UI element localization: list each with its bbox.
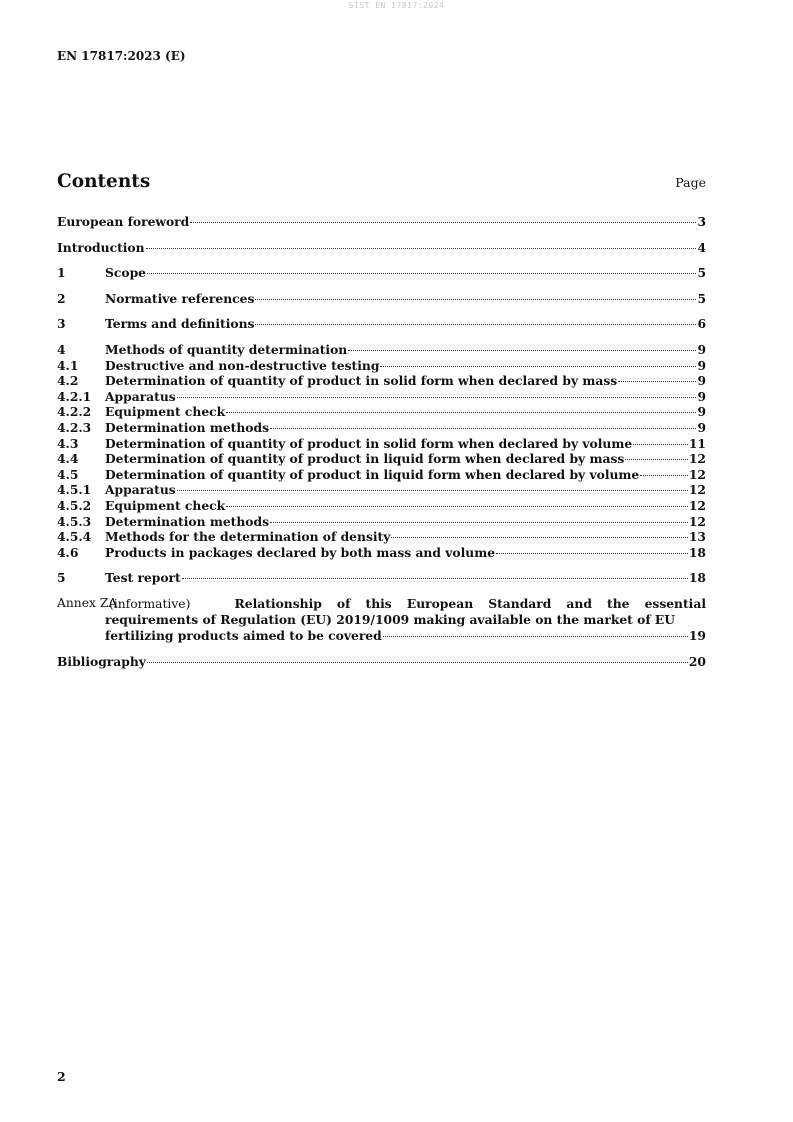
toc-entry[interactable] — [57, 373, 706, 389]
toc-entry-page: 9 — [697, 357, 706, 373]
toc-entry-number: 4.4 — [57, 451, 79, 467]
toc-entry-page: 19 — [688, 628, 706, 644]
toc-entry-number: 3 — [57, 316, 66, 332]
toc-entry[interactable] — [57, 265, 706, 281]
dot-leader — [255, 299, 696, 300]
dot-leader — [190, 222, 696, 223]
dot-leader — [496, 553, 688, 554]
toc-entry[interactable] — [57, 436, 706, 452]
toc-entry-annex[interactable] — [57, 596, 706, 644]
toc-entry-page: 5 — [697, 265, 706, 281]
toc-entry-number: 4.2.2 — [57, 404, 92, 420]
toc-entry-page: 12 — [688, 497, 706, 513]
toc-entry-page: 5 — [697, 290, 706, 306]
annex-title-part: fertilizing products aimed to be covered — [105, 628, 382, 644]
toc-entry-title: Bibliography — [57, 653, 146, 669]
toc-entry[interactable] — [57, 358, 706, 374]
annex-informative-label: (informative) — [109, 596, 191, 611]
toc-entry-number: 4.2.3 — [57, 419, 92, 435]
toc-entry-title: Determination of quantity of product in liquid form when declared by mass — [105, 451, 625, 467]
toc-entry-page: 6 — [697, 316, 706, 332]
dot-leader — [147, 273, 696, 274]
contents-title: Contents — [57, 171, 151, 192]
toc-entry-number: 4.5 — [57, 466, 79, 482]
toc-entry-title: Destructive and non-destructive testing — [105, 357, 380, 373]
toc-entry-page: 9 — [697, 373, 706, 389]
toc-entry-title: Equipment check — [105, 497, 226, 513]
toc-entry-page: 3 — [697, 214, 706, 229]
toc-entry-title: Determination methods — [105, 419, 270, 435]
dot-leader — [226, 412, 696, 413]
toc-entry-page: 12 — [688, 513, 706, 529]
toc-entry-page: 9 — [697, 388, 706, 404]
table-of-contents — [57, 214, 706, 669]
dot-leader — [633, 444, 688, 445]
toc-entry[interactable] — [57, 514, 706, 530]
toc-entry-title: Apparatus — [105, 482, 176, 498]
toc-entry-page: 13 — [688, 529, 706, 545]
dot-leader — [383, 636, 688, 637]
toc-entry-page: 9 — [697, 404, 706, 420]
toc-entry-number: 4.6 — [57, 544, 79, 560]
watermark: SIST EN 17817:2024 — [348, 1, 445, 10]
toc-entry-title: Equipment check — [105, 404, 226, 420]
annex-title-part: Relationship of this European Standard and the essential — [234, 595, 706, 611]
dot-leader — [226, 506, 688, 507]
toc-entry-number: 1 — [57, 265, 66, 281]
toc-entry[interactable] — [57, 389, 706, 405]
toc-entry-number: 4.2 — [57, 373, 79, 389]
annex-title-line — [105, 628, 706, 644]
dot-leader — [182, 578, 688, 579]
toc-entry-number: 5 — [57, 570, 66, 586]
dot-leader — [380, 366, 696, 367]
toc-entry[interactable] — [57, 214, 706, 230]
toc-entry-number: 4.2.1 — [57, 388, 92, 404]
toc-entry-title: Test report — [105, 570, 181, 586]
toc-entry-page: 18 — [688, 570, 706, 586]
toc-entry-title: Terms and definitions — [105, 316, 255, 332]
toc-entry[interactable] — [57, 545, 706, 561]
toc-entry-title: Determination of quantity of product in liquid form when declared by volume — [105, 466, 640, 482]
toc-entry-title: Apparatus — [105, 388, 176, 404]
toc-entry-page: 12 — [688, 466, 706, 482]
dot-leader — [625, 459, 688, 460]
toc-entry-page: 11 — [688, 435, 706, 451]
toc-entry[interactable] — [57, 316, 706, 332]
toc-entry-page: 9 — [697, 419, 706, 435]
toc-entry-number: 4.5.1 — [57, 482, 92, 498]
toc-entry-title: Methods of quantity determination — [105, 341, 348, 357]
toc-entry-number: 4.5.4 — [57, 529, 92, 545]
toc-entry-title: European foreword — [57, 214, 190, 229]
dot-leader — [618, 381, 696, 382]
toc-entry-page: 9 — [697, 341, 706, 357]
annex-title-line — [105, 596, 706, 613]
toc-entry-title: Determination of quantity of product in solid form when declared by mass — [105, 373, 618, 389]
toc-entry-page: 20 — [688, 653, 706, 669]
toc-entry-number: 2 — [57, 290, 66, 306]
toc-entry-title: Methods for the determination of density — [105, 529, 391, 545]
dot-leader — [640, 475, 688, 476]
annex-number: Annex ZA — [57, 595, 118, 610]
toc-entry-number: 4.5.2 — [57, 497, 92, 513]
annex-title-block — [105, 596, 706, 644]
toc-entry[interactable] — [57, 451, 706, 467]
toc-entry-number: 4.5.3 — [57, 513, 92, 529]
toc-entry-number: 4 — [57, 341, 66, 357]
toc-entry-number: 4.1 — [57, 357, 79, 373]
contents-header — [57, 171, 706, 192]
toc-entry-bibliography[interactable] — [57, 654, 706, 670]
dot-leader — [255, 324, 696, 325]
toc-entry[interactable] — [57, 498, 706, 514]
toc-entry-page: 18 — [688, 544, 706, 560]
toc-entry-number: 4.3 — [57, 435, 79, 451]
dot-leader — [177, 397, 697, 398]
toc-entry-title: Introduction — [57, 239, 145, 255]
toc-entry-page: 4 — [697, 239, 706, 255]
toc-entry[interactable] — [57, 342, 706, 358]
toc-entry[interactable] — [57, 240, 706, 256]
dot-leader — [348, 350, 696, 351]
toc-entry[interactable] — [57, 467, 706, 483]
toc-entry[interactable] — [57, 291, 706, 307]
dot-leader — [391, 537, 688, 538]
dot-leader — [147, 662, 688, 663]
toc-entry-page: 12 — [688, 451, 706, 467]
annex-title-line: requirements of Regulation (EU) 2019/1009 making available on the market of EU — [105, 612, 676, 628]
page-number: 2 — [57, 1069, 66, 1084]
page-column-label: Page — [675, 175, 706, 190]
toc-entry[interactable] — [57, 570, 706, 586]
dot-leader — [177, 490, 688, 491]
toc-entry-title: Determination methods — [105, 513, 270, 529]
toc-entry-title: Products in packages declared by both mass and volume — [105, 544, 496, 560]
toc-entry-title: Determination of quantity of product in solid form when declared by volume — [105, 435, 633, 451]
toc-entry[interactable] — [57, 482, 706, 498]
dot-leader — [270, 522, 688, 523]
toc-entry[interactable] — [57, 404, 706, 420]
dot-leader — [270, 428, 696, 429]
toc-entry[interactable] — [57, 420, 706, 436]
toc-entry-page: 12 — [688, 482, 706, 498]
document-id: EN 17817:2023 (E) — [57, 49, 186, 63]
toc-entry-title: Scope — [105, 265, 146, 281]
toc-entry-title: Normative references — [105, 290, 255, 306]
dot-leader — [146, 248, 697, 249]
toc-entry[interactable] — [57, 529, 706, 545]
